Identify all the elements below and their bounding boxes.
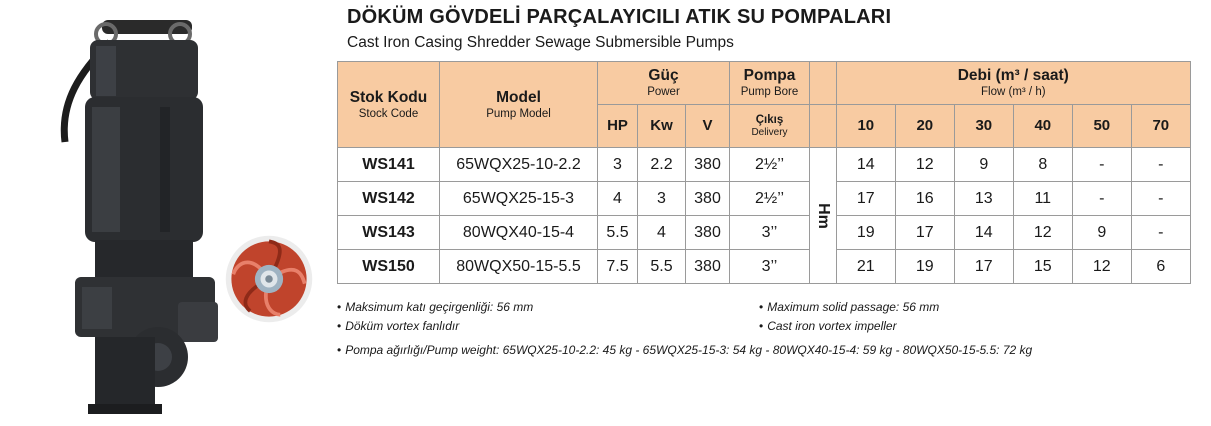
flow-cell: 14 xyxy=(954,216,1013,250)
note-solid-passage-en: • Maximum solid passage: 56 mm xyxy=(759,300,940,314)
bullet-icon: • xyxy=(337,319,342,333)
flow-cell: 17 xyxy=(954,250,1013,284)
model-cell: 65WQX25-15-3 xyxy=(440,182,598,216)
flow-col-20: 20 xyxy=(895,105,954,148)
flow-col-70: 70 xyxy=(1131,105,1190,148)
hp-header: HP xyxy=(598,105,638,148)
flow-cell: 16 xyxy=(895,182,954,216)
voltage-cell: 380 xyxy=(686,148,730,182)
voltage-cell: 380 xyxy=(686,182,730,216)
flow-cell: - xyxy=(1131,148,1190,182)
table-row xyxy=(338,250,1191,284)
flow-cell: 12 xyxy=(1013,216,1072,250)
model-header: Model Pump Model xyxy=(440,62,598,148)
stock-code-cell: WS142 xyxy=(338,182,440,216)
pump-bore-header: Pompa Pump Bore xyxy=(730,62,810,105)
bullet-icon: • xyxy=(337,300,342,314)
flow-cell: 19 xyxy=(895,250,954,284)
kw-cell: 2.2 xyxy=(638,148,686,182)
flow-cell: 12 xyxy=(1072,250,1131,284)
hp-cell: 5.5 xyxy=(598,216,638,250)
pump-product-image xyxy=(40,12,240,417)
flow-col-30: 30 xyxy=(954,105,1013,148)
hp-cell: 4 xyxy=(598,182,638,216)
stock-code-cell: WS141 xyxy=(338,148,440,182)
flow-cell: 15 xyxy=(1013,250,1072,284)
voltage-header: V xyxy=(686,105,730,148)
kw-cell: 3 xyxy=(638,182,686,216)
head-unit-cell: Hm xyxy=(810,148,837,284)
kw-cell: 5.5 xyxy=(638,250,686,284)
flow-cell: 17 xyxy=(836,182,895,216)
stock-code-header: Stok Kodu Stock Code xyxy=(338,62,440,148)
table-row xyxy=(338,182,1191,216)
bullet-icon: • xyxy=(759,319,764,333)
kw-header: Kw xyxy=(638,105,686,148)
note-impeller-en: • Cast iron vortex impeller xyxy=(759,319,897,333)
flow-header: Debi (m³ / saat) Flow (m³ / h) xyxy=(836,62,1190,105)
model-cell: 65WQX25-10-2.2 xyxy=(440,148,598,182)
flow-cell: 9 xyxy=(1072,216,1131,250)
table-row xyxy=(338,216,1191,250)
flow-cell: 6 xyxy=(1131,250,1190,284)
bore-cell: 3’’ xyxy=(730,216,810,250)
note-pump-weight: • Pompa ağırlığı/Pump weight: 65WQX25-10-2.2: 45 kg - 65WQX25-15-3: 54 kg - 80WQX40-15-4: 59 kg - 80WQX50-15-5.5: 72 kg xyxy=(337,343,1033,357)
flow-col-50: 50 xyxy=(1072,105,1131,148)
bore-cell: 3’’ xyxy=(730,250,810,284)
flow-cell: - xyxy=(1131,182,1190,216)
stock-code-cell: WS143 xyxy=(338,216,440,250)
flow-cell: 11 xyxy=(1013,182,1072,216)
voltage-cell: 380 xyxy=(686,216,730,250)
flow-cell: 9 xyxy=(954,148,1013,182)
stock-code-cell: WS150 xyxy=(338,250,440,284)
model-cell: 80WQX40-15-4 xyxy=(440,216,598,250)
flow-col-40: 40 xyxy=(1013,105,1072,148)
head-gap-subheader xyxy=(810,105,837,148)
flow-cell: - xyxy=(1131,216,1190,250)
power-header: Güç Power xyxy=(598,62,730,105)
table-row xyxy=(338,148,1191,182)
page-subtitle: Cast Iron Casing Shredder Sewage Submersible Pumps xyxy=(347,34,734,51)
flow-cell: 19 xyxy=(836,216,895,250)
delivery-header: Çıkış Delivery xyxy=(730,105,810,148)
flow-cell: - xyxy=(1072,148,1131,182)
hp-cell: 3 xyxy=(598,148,638,182)
flow-col-10: 10 xyxy=(836,105,895,148)
note-solid-passage-tr: • Maksimum katı geçirgenliği: 56 mm xyxy=(337,300,534,314)
bullet-icon: • xyxy=(759,300,764,314)
head-gap-header xyxy=(810,62,837,105)
flow-cell: 21 xyxy=(836,250,895,284)
pump-spec-table xyxy=(337,61,1191,284)
note-impeller-tr: • Döküm vortex fanlıdır xyxy=(337,319,460,333)
flow-cell: - xyxy=(1072,182,1131,216)
bullet-icon: • xyxy=(337,343,342,357)
flow-cell: 14 xyxy=(836,148,895,182)
flow-cell: 13 xyxy=(954,182,1013,216)
hp-cell: 7.5 xyxy=(598,250,638,284)
bore-cell: 2½’’ xyxy=(730,182,810,216)
flow-cell: 12 xyxy=(895,148,954,182)
impeller-image xyxy=(222,232,316,326)
model-cell: 80WQX50-15-5.5 xyxy=(440,250,598,284)
kw-cell: 4 xyxy=(638,216,686,250)
flow-cell: 8 xyxy=(1013,148,1072,182)
voltage-cell: 380 xyxy=(686,250,730,284)
flow-cell: 17 xyxy=(895,216,954,250)
bore-cell: 2½’’ xyxy=(730,148,810,182)
page-title: DÖKÜM GÖVDELİ PARÇALAYICILI ATIK SU POMPALARI xyxy=(347,6,892,28)
